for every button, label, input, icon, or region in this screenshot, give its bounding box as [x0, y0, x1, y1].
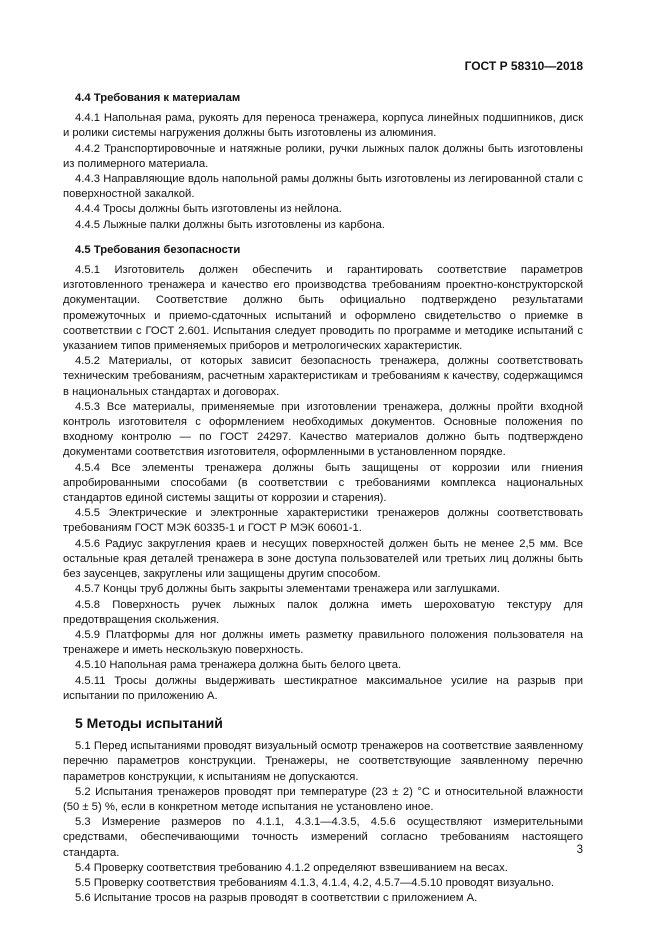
paragraph-5-4: 5.4 Проверку соответствия требованию 4.1.2 определяют взвешиванием на весах.: [75, 861, 508, 874]
paragraph-5-2: 5.2 Испытания тренажеров проводят при температуре (23 ± 2) °С и относительной влажности (50 ± 5) %, если в конкретном методе испытания не установлено иное.: [63, 785, 583, 813]
paragraph-4-4-3: 4.4.3 Направляющие вдоль напольной рамы должны быть изготовлены из легированной стали с поверхностной закалкой.: [63, 173, 583, 201]
page-content: [63, 91, 583, 906]
paragraph-4-4-5: 4.4.5 Лыжные палки должны быть изготовлены из карбона.: [75, 218, 385, 231]
page-number: 3: [576, 844, 583, 856]
paragraph-4-5-5: 4.5.5 Электрические и электронные характеристики тренажеров должны соответствовать требованиям ГОСТ МЭК 60335-1 и ГОСТ Р МЭК 60601-1.: [63, 507, 583, 535]
paragraph-4-5-9: 4.5.9 Платформы для ног должны иметь разметку правильного положения пользователя на тренажере и иметь нескользкую поверхность.: [63, 628, 583, 657]
paragraph-5-1: 5.1 Перед испытаниями проводят визуальный осмотр тренажеров на соответствие заявленному перечню параметров конструкции. Тренажеры, не соответствующие заявленному перечню параметров конструкции, к испытаниям не допускаются.: [63, 740, 583, 783]
paragraph-4-5-7: 4.5.7 Концы труб должны быть закрыты элементами тренажера или заглушками.: [75, 583, 501, 596]
paragraph-4-5-1: 4.5.1 Изготовитель должен обеспечить и гарантировать соответствие параметров изготовленного тренажера и качество его производства требованиям проектно-конструкторской документации. Соответствие должно быть официально подтверждено результатами промежуточных и приемо-сдаточных испытаний и оформлено свидетельство о приемке в соответствии с ГОСТ 2.601. Испытания следует проводить по программе и методике испытаний с указанием типов применяемых приборов и метрологических характеристик.: [63, 264, 583, 353]
paragraph-4-5-2: 4.5.2 Материалы, от которых зависит безопасность тренажера, должны соответствовать техническим требованиям, расчетным характеристикам и требованиям к качеству, содержащимся в национальных стандартах и договорах.: [63, 355, 583, 398]
standard-code-header: ГОСТ Р 58310—2018: [464, 59, 583, 73]
paragraph-5-6: 5.6 Испытание тросов на разрыв проводят в соответствии с приложением А.: [75, 892, 478, 905]
paragraph-4-5-3: 4.5.3 Все материалы, применяемые при изготовлении тренажера, должны пройти входной контроль изготовителя с оформлением необходимых документов. Основные положения по входному контролю — по ГОСТ 24297. Качество материалов должно быть подтверждено документами соответствия изготовителя, оформленными в установленном порядке.: [63, 400, 583, 459]
paragraph-5-5: 5.5 Проверку соответствия требованиям 4.1.3, 4.1.4, 4.2, 4.5.7—4.5.10 проводят визуально.: [75, 876, 555, 889]
section-4-5-title: 4.5 Требования безопасности: [75, 243, 241, 256]
paragraph-4-5-4: 4.5.4 Все элементы тренажера должны быть защищены от коррозии или гниения апробированными способами (в соответствии с требованиями комплекса национальных стандартов единой системы защиты от коррозии и старения).: [63, 461, 583, 505]
paragraph-4-4-4: 4.4.4 Тросы должны быть изготовлены из нейлона.: [75, 203, 342, 216]
paragraph-4-5-10: 4.5.10 Напольная рама тренажера должна быть белого цвета.: [75, 659, 402, 672]
paragraph-4-4-2: 4.4.2 Транспортировочные и натяжные ролики, ручки лыжных палок должны быть изготовлены из полимерного материала.: [63, 142, 583, 170]
paragraph-5-3: 5.3 Измерение размеров по 4.1.1, 4.3.1—4.3.5, 4.5.6 осуществляют измерительными средствами, обеспечивающими точность измерений согласно требованиям настоящего стандарта.: [63, 816, 583, 859]
paragraph-4-4-1: 4.4.1 Напольная рама, рукоять для переноса тренажера, корпуса линейных подшипников, диск и ролики системы нагружения должны быть изготовлены из алюминия.: [63, 112, 583, 140]
section-4-4-title: 4.4 Требования к материалам: [75, 92, 241, 104]
paragraph-4-5-6: 4.5.6 Радиус закругления краев и несущих поверхностей должен быть не менее 2,5 мм. Все остальные края деталей тренажера в зоне доступа пользователей или третьих лиц должны быть без заусенцев, закруглены или защищены другим способом.: [63, 537, 583, 581]
paragraph-4-5-8: 4.5.8 Поверхность ручек лыжных палок должна иметь шероховатую текстуру для предотвращения скольжения.: [63, 598, 583, 626]
section-5-title: 5 Методы испытаний: [75, 714, 223, 731]
paragraph-4-5-11: 4.5.11 Тросы должны выдерживать шестикратное максимальное усилие на разрыв при испытании по приложению А.: [63, 674, 583, 702]
